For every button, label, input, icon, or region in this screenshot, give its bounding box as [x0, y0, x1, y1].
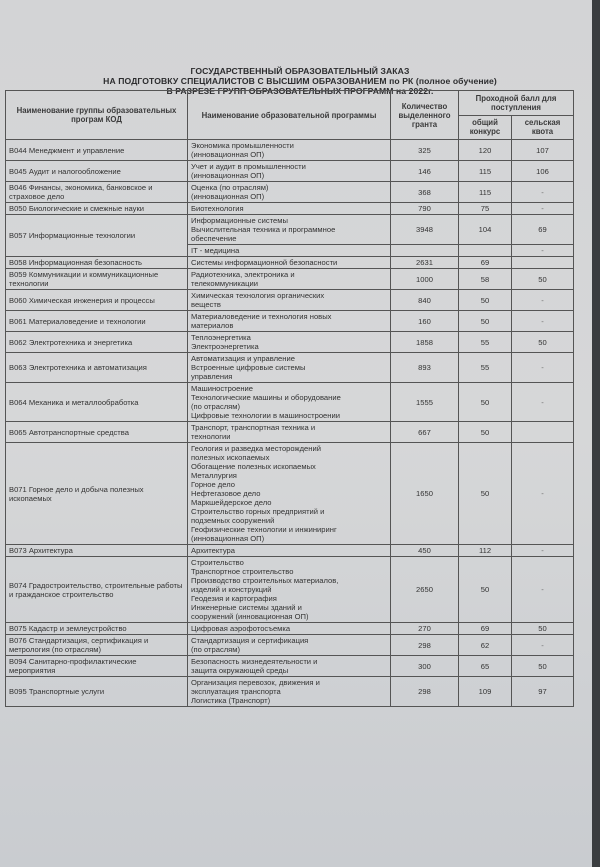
group-name-cell: В062 Электротехника и энергетика [6, 332, 188, 353]
rural-quota-cell [512, 422, 574, 443]
program-name: Геофизические технологии и инжиниринг [191, 525, 337, 534]
general-score-cell: 75 [459, 203, 512, 215]
grant-cell: 790 [391, 203, 459, 215]
group-name-cell: В057 Информационные технологии [6, 215, 188, 257]
grant-cell: 1858 [391, 332, 459, 353]
table-row [6, 656, 574, 677]
title-line-3: В РАЗРЕЗЕ ГРУПП ОБРАЗОВАТЕЛЬНЫХ ПРОГРАММ на 2022г. [166, 86, 434, 96]
group-name-cell: В045 Аудит и налогообложение [6, 161, 188, 182]
program-name: Транспортное строительство [191, 567, 294, 576]
program-name: подземных сооружений [191, 516, 275, 525]
table-row [6, 182, 574, 203]
program-name: (инновационная ОП) [191, 534, 265, 543]
grant-cell: 667 [391, 422, 459, 443]
group-name-cell: В060 Химическая инженерия и процессы [6, 290, 188, 311]
table-row [6, 443, 574, 545]
program-cell [188, 203, 391, 215]
rural-quota-cell: - [512, 383, 574, 422]
program-name: IT - медицина [191, 246, 240, 255]
program-cell [188, 677, 391, 707]
group-name-cell: В076 Стандартизация, сертификация и метрология (по отраслям) [6, 635, 188, 656]
general-score-cell [459, 245, 512, 257]
program-name: Цифровые технологии в машиностроении [191, 411, 340, 420]
general-score-cell: 112 [459, 545, 512, 557]
background-edge [592, 0, 600, 867]
group-name-cell: В058 Информационная безопасность [6, 257, 188, 269]
program-name: Логистика (Транспорт) [191, 696, 271, 705]
program-cell [188, 332, 391, 353]
program-name: Геология и разведка месторождений [191, 444, 321, 453]
grant-cell: 146 [391, 161, 459, 182]
program-name: Производство строительных материалов, [191, 576, 339, 585]
grant-cell: 298 [391, 635, 459, 656]
program-name: управления [191, 372, 233, 381]
program-name: Архитектура [191, 546, 235, 555]
grant-cell: 893 [391, 353, 459, 383]
rural-quota-cell: - [512, 557, 574, 623]
program-cell [188, 245, 391, 257]
table-row [6, 215, 574, 245]
program-name: материалов [191, 321, 234, 330]
title-line-2: НА ПОДГОТОВКУ СПЕЦИАЛИСТОВ С ВЫСШИМ ОБРАЗОВАНИЕМ по РК (полное обучение) [103, 76, 497, 86]
general-score-cell: 115 [459, 182, 512, 203]
grant-cell: 368 [391, 182, 459, 203]
table-row [6, 257, 574, 269]
table-row [6, 290, 574, 311]
program-cell [188, 383, 391, 422]
grant-cell: 450 [391, 545, 459, 557]
program-name: Биотехнология [191, 204, 244, 213]
general-score-cell: 58 [459, 269, 512, 290]
group-name-cell: В044 Менеджмент и управление [6, 140, 188, 161]
program-name: Инженерные системы зданий и [191, 603, 302, 612]
program-name: Технологические машины и оборудование [191, 393, 341, 402]
program-cell [188, 353, 391, 383]
program-name: (по отраслям) [191, 645, 241, 654]
program-name: Машиностроение [191, 384, 253, 393]
header-rural: сельская квота [512, 115, 574, 140]
program-cell [188, 290, 391, 311]
rural-quota-cell [512, 257, 574, 269]
table-row [6, 269, 574, 290]
rural-quota-cell: 107 [512, 140, 574, 161]
program-cell [188, 257, 391, 269]
program-name: (по отраслям) [191, 402, 241, 411]
rural-quota-cell: 106 [512, 161, 574, 182]
rural-quota-cell: - [512, 182, 574, 203]
program-cell [188, 443, 391, 545]
general-score-cell: 55 [459, 332, 512, 353]
program-cell [188, 311, 391, 332]
program-name: Информационные системы [191, 216, 288, 225]
table-row [6, 161, 574, 182]
general-score-cell: 115 [459, 161, 512, 182]
general-score-cell: 55 [459, 353, 512, 383]
program-cell [188, 623, 391, 635]
program-name: Системы информационной безопасности [191, 258, 338, 267]
grant-cell: 2631 [391, 257, 459, 269]
rural-quota-cell: 97 [512, 677, 574, 707]
rural-quota-cell: - [512, 311, 574, 332]
group-name-cell: В065 Автотранспортные средства [6, 422, 188, 443]
rural-quota-cell: - [512, 290, 574, 311]
grant-cell: 1000 [391, 269, 459, 290]
program-name: Экономика промышленности [191, 141, 294, 150]
grant-cell: 298 [391, 677, 459, 707]
program-name: (инновационная ОП) [191, 150, 265, 159]
rural-quota-cell: 50 [512, 269, 574, 290]
grant-cell: 840 [391, 290, 459, 311]
table-row [6, 140, 574, 161]
general-score-cell: 120 [459, 140, 512, 161]
grant-cell: 1555 [391, 383, 459, 422]
program-name: (инновационная ОП) [191, 171, 265, 180]
header-row [6, 91, 574, 116]
table-row [6, 383, 574, 422]
general-score-cell: 69 [459, 257, 512, 269]
program-name: Вычислительная техника и программное [191, 225, 336, 234]
program-name: Радиотехника, электроника и [191, 270, 295, 279]
grant-cell: 3948 [391, 215, 459, 245]
rural-quota-cell: 50 [512, 332, 574, 353]
table-row [6, 545, 574, 557]
program-name: Цифровая аэрофотосъемка [191, 624, 291, 633]
general-score-cell: 50 [459, 422, 512, 443]
group-name-cell: В071 Горное дело и добыча полезных ископаемых [6, 443, 188, 545]
program-name: защита окружающей среды [191, 666, 289, 675]
program-name: Строительство горных предприятий и [191, 507, 325, 516]
program-name: Химическая технология органических [191, 291, 325, 300]
table-body [6, 140, 574, 707]
group-name-cell: В075 Кадастр и землеустройство [6, 623, 188, 635]
group-name-cell: В073 Архитектура [6, 545, 188, 557]
header-group: Наименование группы образовательных програм КОД [6, 91, 188, 140]
general-score-cell: 69 [459, 623, 512, 635]
program-cell [188, 635, 391, 656]
header-program: Наименование образовательной программы [188, 91, 391, 140]
program-cell [188, 161, 391, 182]
rural-quota-cell: - [512, 353, 574, 383]
table-row [6, 635, 574, 656]
group-name-cell: В094 Санитарно-профилактические мероприятия [6, 656, 188, 677]
group-name-cell: В074 Градостроительство, строительные работы и гражданское строительство [6, 557, 188, 623]
table-row [6, 353, 574, 383]
rural-quota-cell: 50 [512, 623, 574, 635]
program-name: полезных ископаемых [191, 453, 270, 462]
program-name: Транспорт, транспортная техника и [191, 423, 316, 432]
program-cell [188, 545, 391, 557]
header-grant: Количество выделенного гранта [391, 91, 459, 140]
table-row [6, 677, 574, 707]
program-name: Строительство [191, 558, 244, 567]
group-name-cell: В061 Материаловедение и технологии [6, 311, 188, 332]
program-name: Автоматизация и управление [191, 354, 295, 363]
rural-quota-cell: - [512, 245, 574, 257]
program-name: обеспечение [191, 234, 237, 243]
grant-cell: 1650 [391, 443, 459, 545]
general-score-cell: 50 [459, 290, 512, 311]
table-row [6, 623, 574, 635]
rural-quota-cell: - [512, 203, 574, 215]
program-name: Организация перевозок, движения и [191, 678, 320, 687]
table-row [6, 203, 574, 215]
program-name: сооружений (инновационная ОП) [191, 612, 309, 621]
group-name-cell: В050 Биологические и смежные науки [6, 203, 188, 215]
rural-quota-cell: - [512, 443, 574, 545]
table-row [6, 557, 574, 623]
program-name: Нефтегазовое дело [191, 489, 261, 498]
program-name: веществ [191, 300, 221, 309]
program-name: Материаловедение и технология новых [191, 312, 332, 321]
program-name: эксплуатация транспорта [191, 687, 281, 696]
general-score-cell: 65 [459, 656, 512, 677]
program-name: Стандартизация и сертификация [191, 636, 309, 645]
rural-quota-cell: 50 [512, 656, 574, 677]
general-score-cell: 50 [459, 443, 512, 545]
program-name: Учет и аудит в промышленности [191, 162, 306, 171]
program-cell [188, 182, 391, 203]
general-score-cell: 50 [459, 311, 512, 332]
program-name: Обогащение полезных ископаемых [191, 462, 316, 471]
group-name-cell: В059 Коммуникации и коммуникационные технологии [6, 269, 188, 290]
program-cell [188, 422, 391, 443]
program-cell [188, 140, 391, 161]
header-general: общий конкурс [459, 115, 512, 140]
grant-cell: 2650 [391, 557, 459, 623]
program-name: (инновационная ОП) [191, 192, 265, 201]
rural-quota-cell: - [512, 635, 574, 656]
program-name: изделий и конструкций [191, 585, 272, 594]
table-row [6, 311, 574, 332]
program-name: Встроенные цифровые системы [191, 363, 306, 372]
general-score-cell: 104 [459, 215, 512, 245]
grant-cell [391, 245, 459, 257]
general-score-cell: 50 [459, 557, 512, 623]
program-name: Горное дело [191, 480, 235, 489]
program-cell [188, 656, 391, 677]
program-name: Оценка (по отраслям) [191, 183, 269, 192]
program-cell [188, 215, 391, 245]
rural-quota-cell: 69 [512, 215, 574, 245]
grant-cell: 325 [391, 140, 459, 161]
group-name-cell: В046 Финансы, экономика, банковское и страховое дело [6, 182, 188, 203]
program-cell [188, 557, 391, 623]
program-name: Электроэнергетика [191, 342, 259, 351]
group-name-cell: В064 Механика и металлообработка [6, 383, 188, 422]
state-order-table [5, 90, 574, 707]
group-name-cell: В063 Электротехника и автоматизация [6, 353, 188, 383]
grant-cell: 300 [391, 656, 459, 677]
program-name: Маркшейдерское дело [191, 498, 272, 507]
table-row [6, 422, 574, 443]
general-score-cell: 62 [459, 635, 512, 656]
title-line-1: ГОСУДАРСТВЕННЫЙ ОБРАЗОВАТЕЛЬНЫЙ ЗАКАЗ [190, 66, 410, 76]
program-name: Металлургия [191, 471, 237, 480]
program-name: Геодезия и картография [191, 594, 277, 603]
program-name: телекоммуникации [191, 279, 258, 288]
general-score-cell: 50 [459, 383, 512, 422]
group-name-cell: В095 Транспортные услуги [6, 677, 188, 707]
grant-cell: 160 [391, 311, 459, 332]
grant-cell: 270 [391, 623, 459, 635]
program-cell [188, 269, 391, 290]
program-name: Безопасность жизнедеятельности и [191, 657, 318, 666]
program-name: технологии [191, 432, 231, 441]
table-row [6, 332, 574, 353]
general-score-cell: 109 [459, 677, 512, 707]
header-passing-score: Проходной балл для поступления [459, 91, 574, 116]
program-name: Теплоэнергетика [191, 333, 251, 342]
rural-quota-cell: - [512, 545, 574, 557]
